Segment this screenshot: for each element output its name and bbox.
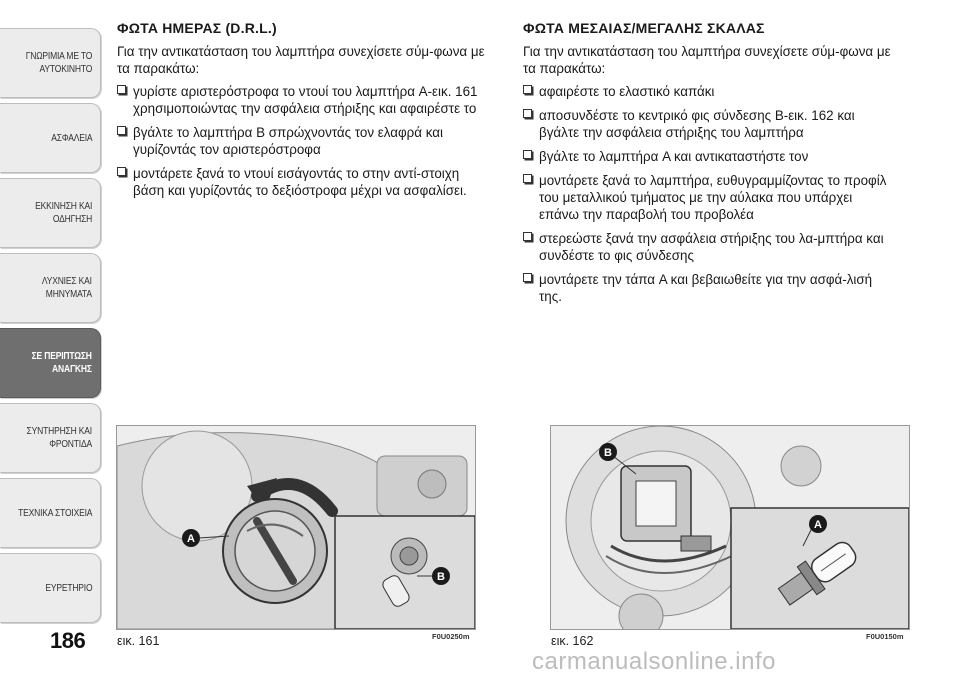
tab-label: ΛΥΧΝΙΕΣ ΚΑΙ ΜΗΝΥΜΑΤΑ: [41, 276, 92, 300]
list-item: γυρίστε αριστερόστροφα το ντουί του λαμπτήρα A-εικ. 161 χρησιμοποιώντας την ασφάλεια στήριξης και αφαιρέστε το: [117, 83, 489, 117]
checkbox-bullet-icon: [523, 273, 532, 282]
checkbox-bullet-icon: [523, 174, 532, 183]
callout-b-label: B: [437, 571, 445, 583]
figure-caption: εικ. 162: [551, 634, 594, 648]
tab-label: ΕΥΡΕΤΗΡΙΟ: [44, 582, 92, 594]
steps-list: [523, 83, 895, 305]
section-title: ΦΩΤΑ ΗΜΕΡΑΣ (D.R.L.): [117, 20, 277, 36]
section-intro: Για την αντικατάσταση του λαμπτήρα συνεχίσετε σύμ-φωνα με τα παρακάτω:: [117, 44, 485, 76]
tab-label: ΤΕΧΝΙΚΑ ΣΤΟΙΧΕΙΑ: [17, 507, 92, 519]
figure-161-drl-bulb: [116, 425, 476, 630]
checkbox-bullet-icon: [117, 126, 126, 135]
figure-code: F0U0150m: [866, 632, 904, 641]
checkbox-bullet-icon: [523, 150, 532, 159]
tab-label: ΕΚΚΙΝΗΣΗ ΚΑΙ ΟΔΗΓΗΣΗ: [34, 201, 92, 225]
tab-maintenance[interactable]: [0, 403, 101, 473]
watermark: carmanualsonline.info: [532, 648, 776, 675]
section-title: ΦΩΤΑ ΜΕΣΑΙΑΣ/ΜΕΓΑΛΗΣ ΣΚΑΛΑΣ: [523, 20, 765, 36]
checkbox-bullet-icon: [117, 85, 126, 94]
tab-emergency[interactable]: [0, 328, 101, 398]
tab-index[interactable]: [0, 553, 101, 623]
section-intro: Για την αντικατάσταση του λαμπτήρα συνεχίσετε σύμ-φωνα με τα παρακάτω:: [523, 44, 891, 76]
figure-caption: εικ. 161: [117, 634, 160, 648]
list-item: μοντάρετε ξανά το λαμπτήρα, ευθυγραμμίζοντας το προφίλ του μεταλλικού τμήματος με την αύλακα που υπάρχει επάνω την παραβολή του προβολέα: [523, 172, 895, 223]
drl-headlamp-illustration: [117, 426, 475, 629]
checkbox-bullet-icon: [117, 167, 126, 176]
tab-label: ΣΕ ΠΕΡΙΠΤΩΣΗ ΑΝΑΓΚΗΣ: [31, 351, 92, 375]
figure-code: F0U0250m: [432, 632, 470, 641]
page-number: 186: [50, 628, 86, 653]
tab-warning-lights[interactable]: [0, 253, 101, 323]
list-item: αφαιρέστε το ελαστικό καπάκι: [523, 83, 895, 100]
checkbox-bullet-icon: [523, 85, 532, 94]
tab-label: ΣΥΝΤΗΡΗΣΗ ΚΑΙ ΦΡΟΝΤΙΔΑ: [26, 426, 92, 450]
tab-technical-data[interactable]: [0, 478, 101, 548]
checkbox-bullet-icon: [523, 232, 532, 241]
callout-a-label: A: [187, 533, 195, 545]
list-item: μοντάρετε ξανά το ντουί εισάγοντάς το στην αντί-στοιχη βάση και γυρίζοντάς το δεξιόστροφα μέχρι να ασφαλίσει.: [117, 165, 489, 199]
checkbox-bullet-icon: [523, 109, 532, 118]
headlamp-bulb-illustration: [551, 426, 909, 629]
list-item: μοντάρετε την τάπα A και βεβαιωθείτε για την ασφά-λισή της.: [523, 271, 895, 305]
callout-b-label: B: [604, 447, 612, 459]
tab-label: ΑΣΦΑΛΕΙΑ: [50, 132, 92, 144]
figure-162-low-high-beam-bulb: [550, 425, 910, 630]
list-item: βγάλτε το λαμπτήρα B σπρώχνοντάς τον ελαφρά και γυρίζοντάς τον αριστερόστροφα: [117, 124, 489, 158]
tab-label: ΓΝΩΡΙΜΙΑ ΜΕ ΤΟ ΑΥΤΟΚΙΝΗΤΟ: [25, 51, 92, 75]
steps-list: [117, 83, 489, 199]
list-item: αποσυνδέστε το κεντρικό φις σύνδεσης B-εικ. 162 και βγάλτε την ασφάλεια στήριξης του λαμπτήρα: [523, 107, 895, 141]
tab-starting-driving[interactable]: [0, 178, 101, 248]
low-high-beam-section: [523, 20, 895, 312]
drl-section: [117, 20, 489, 206]
tab-getting-to-know[interactable]: [0, 28, 101, 98]
tab-safety[interactable]: [0, 103, 101, 173]
list-item: στερεώστε ξανά την ασφάλεια στήριξης του λα-μπτήρα και συνδέστε το φις σύνδεσης: [523, 230, 895, 264]
callout-a-label: A: [814, 519, 822, 531]
list-item: βγάλτε το λαμπτήρα A και αντικαταστήστε τον: [523, 148, 895, 165]
